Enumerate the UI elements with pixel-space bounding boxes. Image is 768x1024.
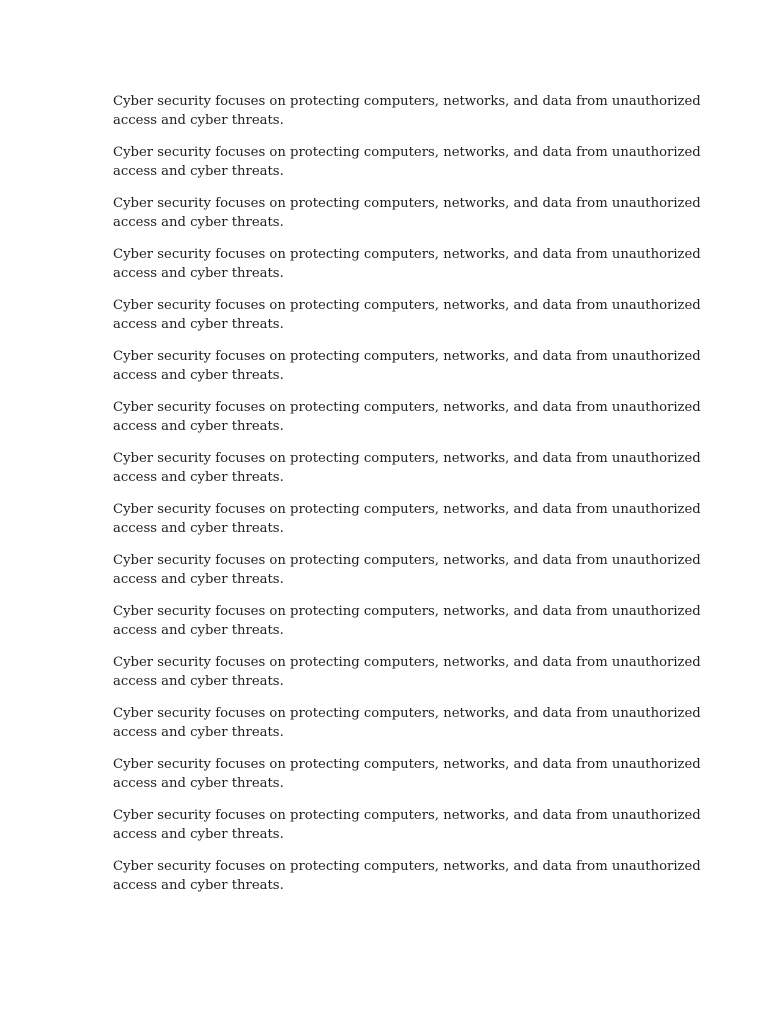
paragraph-line: Cyber security focuses on protecting computers, networks, and data from unauthorized (113, 655, 701, 670)
paragraph-line: access and cyber threats. (113, 368, 284, 383)
paragraph (113, 296, 701, 334)
paragraph-line: Cyber security focuses on protecting computers, networks, and data from unauthorized (113, 451, 701, 466)
paragraph (113, 806, 701, 844)
paragraph-line: Cyber security focuses on protecting computers, networks, and data from unauthorized (113, 196, 701, 211)
paragraph (113, 347, 701, 385)
paragraph-line: access and cyber threats. (113, 725, 284, 740)
paragraph-line: access and cyber threats. (113, 164, 284, 179)
paragraph-line: access and cyber threats. (113, 470, 284, 485)
paragraph (113, 602, 701, 640)
paragraph-line: Cyber security focuses on protecting computers, networks, and data from unauthorized (113, 502, 701, 517)
paragraph (113, 194, 701, 232)
paragraph (113, 653, 701, 691)
paragraph-line: Cyber security focuses on protecting computers, networks, and data from unauthorized (113, 553, 701, 568)
paragraph-line: access and cyber threats. (113, 776, 284, 791)
document-body (113, 92, 701, 908)
paragraph (113, 704, 701, 742)
paragraph-line: access and cyber threats. (113, 215, 284, 230)
paragraph-line: access and cyber threats. (113, 827, 284, 842)
paragraph-line: Cyber security focuses on protecting computers, networks, and data from unauthorized (113, 706, 701, 721)
paragraph-line: access and cyber threats. (113, 266, 284, 281)
paragraph-line: access and cyber threats. (113, 419, 284, 434)
paragraph-line: Cyber security focuses on protecting computers, networks, and data from unauthorized (113, 349, 701, 364)
paragraph-line: access and cyber threats. (113, 878, 284, 893)
paragraph-line: Cyber security focuses on protecting computers, networks, and data from unauthorized (113, 400, 701, 415)
paragraph-line: access and cyber threats. (113, 674, 284, 689)
paragraph-line: Cyber security focuses on protecting computers, networks, and data from unauthorized (113, 859, 701, 874)
paragraph (113, 755, 701, 793)
paragraph-line: Cyber security focuses on protecting computers, networks, and data from unauthorized (113, 298, 701, 313)
paragraph-line: access and cyber threats. (113, 521, 284, 536)
paragraph-line: access and cyber threats. (113, 623, 284, 638)
paragraph (113, 245, 701, 283)
paragraph (113, 398, 701, 436)
paragraph (113, 551, 701, 589)
paragraph-line: Cyber security focuses on protecting computers, networks, and data from unauthorized (113, 145, 701, 160)
paragraph (113, 449, 701, 487)
paragraph-line: Cyber security focuses on protecting computers, networks, and data from unauthorized (113, 94, 701, 109)
paragraph-line: access and cyber threats. (113, 572, 284, 587)
paragraph (113, 857, 701, 895)
paragraph-line: access and cyber threats. (113, 113, 284, 128)
paragraph (113, 500, 701, 538)
paragraph-line: Cyber security focuses on protecting computers, networks, and data from unauthorized (113, 757, 701, 772)
paragraph-line: Cyber security focuses on protecting computers, networks, and data from unauthorized (113, 247, 701, 262)
paragraph-line: Cyber security focuses on protecting computers, networks, and data from unauthorized (113, 604, 701, 619)
paragraph (113, 92, 701, 130)
paragraph (113, 143, 701, 181)
paragraph-line: Cyber security focuses on protecting computers, networks, and data from unauthorized (113, 808, 701, 823)
paragraph-line: access and cyber threats. (113, 317, 284, 332)
